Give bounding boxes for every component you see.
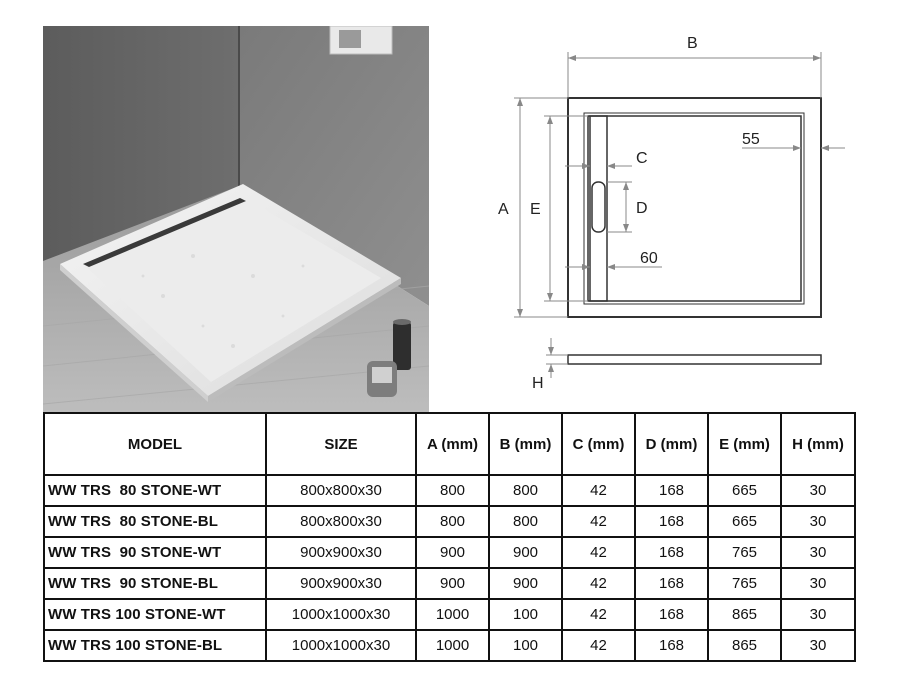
cell-h: 30 [781,537,855,568]
cell-e: 665 [708,475,781,506]
cell-model: WW TRS 80 STONE-WT [44,475,266,506]
cell-h: 30 [781,630,855,661]
label-c: C [636,150,648,167]
cell-e: 765 [708,537,781,568]
cell-size: 800x800x30 [266,475,416,506]
cell-a: 1000 [416,630,489,661]
cell-e: 665 [708,506,781,537]
cell-h: 30 [781,506,855,537]
cell-model: WW TRS 90 STONE-WT [44,537,266,568]
table-row [44,506,855,537]
cell-e: 765 [708,568,781,599]
cell-h: 30 [781,475,855,506]
cell-e: 865 [708,599,781,630]
cell-d: 168 [635,475,708,506]
cell-d: 168 [635,599,708,630]
label-d: D [636,200,648,217]
cell-size: 900x900x30 [266,568,416,599]
label-a: A [498,201,509,218]
header-d: D (mm) [635,413,708,475]
cell-c: 42 [562,537,635,568]
technical-drawing [440,20,900,400]
label-e: E [530,201,541,218]
spec-table [43,412,856,662]
cell-model: WW TRS 80 STONE-BL [44,506,266,537]
cell-a: 900 [416,568,489,599]
header-c: C (mm) [562,413,635,475]
label-dim-60: 60 [640,250,658,267]
cell-b: 100 [489,630,562,661]
cell-a: 900 [416,537,489,568]
cell-c: 42 [562,599,635,630]
cell-d: 168 [635,537,708,568]
cell-a: 800 [416,475,489,506]
cell-b: 100 [489,599,562,630]
header-a: A (mm) [416,413,489,475]
table-row [44,568,855,599]
cell-a: 800 [416,506,489,537]
label-b: B [687,35,698,52]
header-b: B (mm) [489,413,562,475]
label-h: H [532,375,544,392]
cell-d: 168 [635,506,708,537]
cell-c: 42 [562,506,635,537]
cell-size: 900x900x30 [266,537,416,568]
cell-c: 42 [562,568,635,599]
label-dim-55: 55 [742,131,760,148]
cell-size: 1000x1000x30 [266,599,416,630]
product-photo [43,26,429,413]
cell-h: 30 [781,599,855,630]
cell-model: WW TRS 100 STONE-WT [44,599,266,630]
cell-d: 168 [635,568,708,599]
cell-size: 800x800x30 [266,506,416,537]
cell-b: 900 [489,568,562,599]
header-size: SIZE [266,413,416,475]
cell-b: 800 [489,475,562,506]
cell-model: WW TRS 100 STONE-BL [44,630,266,661]
cell-c: 42 [562,475,635,506]
cell-d: 168 [635,630,708,661]
table-row [44,599,855,630]
cell-b: 800 [489,506,562,537]
header-model: MODEL [44,413,266,475]
cell-size: 1000x1000x30 [266,630,416,661]
table-row [44,537,855,568]
header-h: H (mm) [781,413,855,475]
table-row [44,630,855,661]
cell-e: 865 [708,630,781,661]
cell-h: 30 [781,568,855,599]
cell-b: 900 [489,537,562,568]
cell-c: 42 [562,630,635,661]
cell-model: WW TRS 90 STONE-BL [44,568,266,599]
cell-a: 1000 [416,599,489,630]
header-e: E (mm) [708,413,781,475]
table-row [44,475,855,506]
table-header-row [44,413,855,475]
